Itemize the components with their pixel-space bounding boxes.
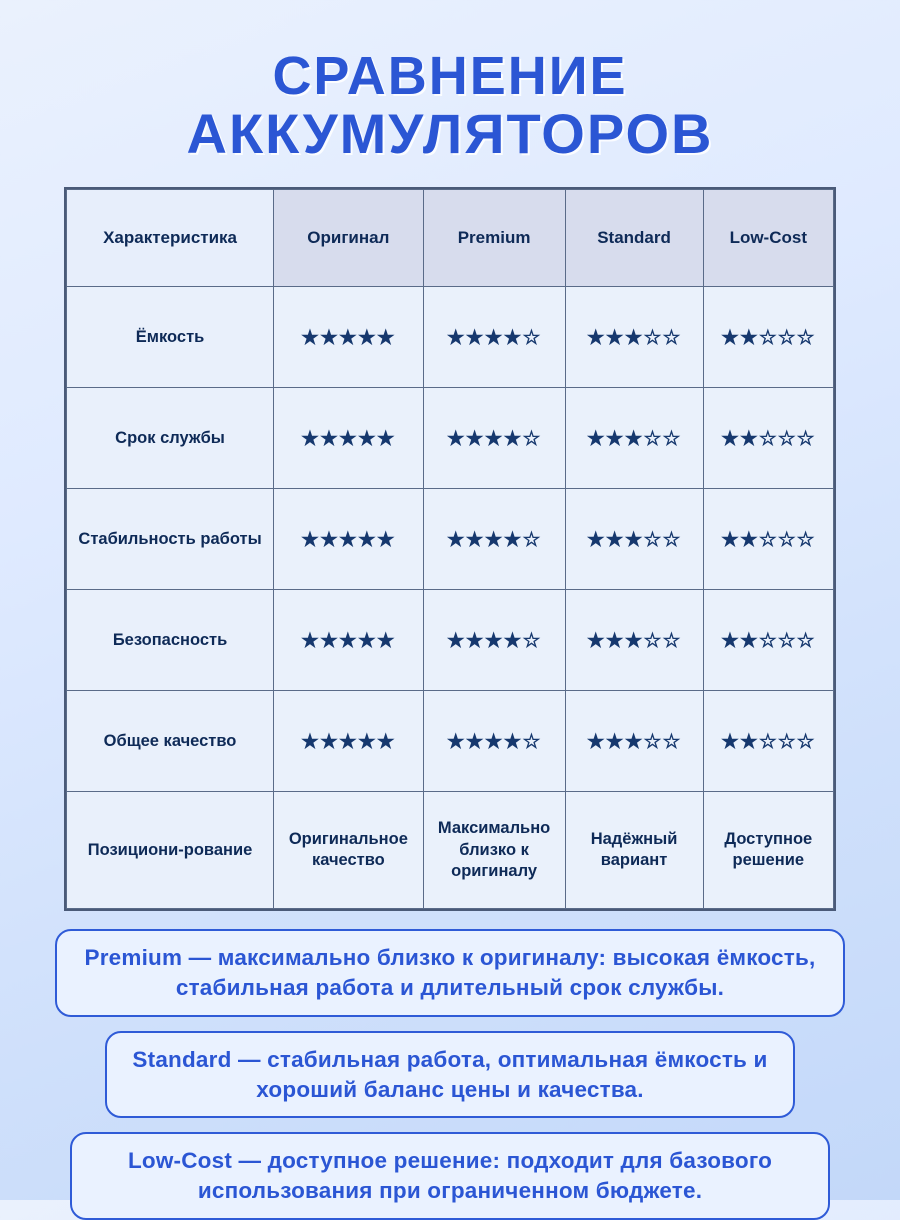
- positioning-lowcost: Доступное решение: [703, 792, 833, 909]
- page-title-line-2: АККУМУЛЯТОРОВ: [186, 101, 714, 165]
- star-rating: ★★☆☆☆: [720, 528, 816, 551]
- row-label-stability: Стабильность работы: [67, 489, 274, 590]
- column-header-original: Оригинал: [274, 190, 424, 287]
- rating-capacity-premium: [423, 287, 565, 388]
- table-row: [67, 590, 834, 691]
- rating-stability-original: [274, 489, 424, 590]
- column-header-premium: Premium: [423, 190, 565, 287]
- rating-lifespan-original: [274, 388, 424, 489]
- star-rating: ★★★★☆: [446, 730, 542, 753]
- star-rating: ★★☆☆☆: [720, 326, 816, 349]
- star-rating: ★★★★☆: [446, 629, 542, 652]
- rating-lifespan-lowcost: [703, 388, 833, 489]
- row-label-capacity: Ёмкость: [67, 287, 274, 388]
- rating-safety-premium: [423, 590, 565, 691]
- positioning-standard: Надёжный вариант: [565, 792, 703, 909]
- rating-safety-lowcost: [703, 590, 833, 691]
- star-rating: ★★☆☆☆: [720, 730, 816, 753]
- notes-section: [55, 929, 845, 1219]
- star-rating: ★★★☆☆: [586, 730, 682, 753]
- row-label-overall-quality: Общее качество: [67, 691, 274, 792]
- star-rating: ★★★★☆: [446, 326, 542, 349]
- rating-overall-standard: [565, 691, 703, 792]
- star-rating: ★★★★☆: [446, 528, 542, 551]
- rating-safety-standard: [565, 590, 703, 691]
- star-rating: ★★★★★: [301, 730, 396, 753]
- rating-stability-standard: [565, 489, 703, 590]
- rating-capacity-lowcost: [703, 287, 833, 388]
- row-label-lifespan: Срок службы: [67, 388, 274, 489]
- page-title-line-1: СРАВНЕНИЕ: [272, 46, 628, 106]
- column-header-lowcost: Low-Cost: [703, 190, 833, 287]
- star-rating: ★★★★★: [301, 427, 396, 450]
- rating-overall-premium: [423, 691, 565, 792]
- positioning-premium: Максимально близко к оригиналу: [423, 792, 565, 909]
- rating-stability-lowcost: [703, 489, 833, 590]
- page-title: [187, 48, 714, 163]
- column-header-standard: Standard: [565, 190, 703, 287]
- note-premium: Premium — максимально близко к оригиналу: высокая ёмкость, стабильная работа и длительный срок службы.: [55, 929, 845, 1016]
- star-rating: ★★★☆☆: [586, 528, 682, 551]
- table-row: [67, 287, 834, 388]
- star-rating: ★★★★★: [301, 326, 396, 349]
- table-row: [67, 691, 834, 792]
- star-rating: ★★★☆☆: [586, 326, 682, 349]
- star-rating: ★★★★★: [301, 629, 396, 652]
- note-standard: Standard — стабильная работа, оптимальная ёмкость и хороший баланс цены и качества.: [105, 1031, 795, 1118]
- star-rating: ★★★☆☆: [586, 629, 682, 652]
- star-rating: ★★★★☆: [446, 427, 542, 450]
- rating-lifespan-standard: [565, 388, 703, 489]
- rating-lifespan-premium: [423, 388, 565, 489]
- table-header: [67, 190, 834, 287]
- rating-overall-original: [274, 691, 424, 792]
- rating-capacity-standard: [565, 287, 703, 388]
- rating-overall-lowcost: [703, 691, 833, 792]
- note-lowcost: Low-Cost — доступное решение: подходит для базового использования при ограниченном бюджете.: [70, 1132, 830, 1219]
- star-rating: ★★★☆☆: [586, 427, 682, 450]
- star-rating: ★★☆☆☆: [720, 629, 816, 652]
- positioning-original: Оригинальное качество: [274, 792, 424, 909]
- comparison-table: [66, 189, 834, 909]
- table-row: [67, 388, 834, 489]
- rating-stability-premium: [423, 489, 565, 590]
- table-header-row: [67, 190, 834, 287]
- rating-safety-original: [274, 590, 424, 691]
- row-label-positioning: Позициони-рование: [67, 792, 274, 909]
- table-row: [67, 792, 834, 909]
- column-header-characteristic: Характеристика: [67, 190, 274, 287]
- star-rating: ★★☆☆☆: [720, 427, 816, 450]
- comparison-table-container: [64, 187, 836, 911]
- table-body: [67, 287, 834, 909]
- table-row: [67, 489, 834, 590]
- row-label-safety: Безопасность: [67, 590, 274, 691]
- rating-capacity-original: [274, 287, 424, 388]
- star-rating: ★★★★★: [301, 528, 396, 551]
